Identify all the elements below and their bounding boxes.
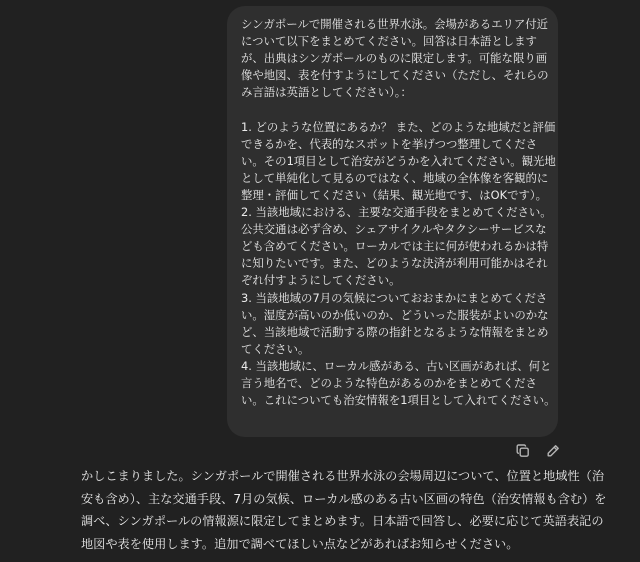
assistant-message-line: かしこまりました。シンガポールで開催される世界水泳の会場周辺について、位置と地域性（治: [81, 469, 605, 483]
user-message-line: 言う地名で、どのような特色があるのかをまとめてくださ: [241, 375, 537, 390]
user-message-line: ど、当該地域で活動する際の指針となるような情報をまとめ: [241, 324, 549, 339]
user-message-line: について以下をまとめてください。回答は日本語とします: [241, 34, 537, 49]
user-message-line: い。湿度が高いのか低いのか、どういった服装がよいのかな: [241, 307, 549, 322]
assistant-message-line: 地図や表を使用します。追加で調べてほしい点などがあればお知らせください。: [81, 536, 519, 551]
user-message-line: できるかを、代表的なスポットを挙げつつ整理してくださ: [241, 136, 538, 151]
assistant-message: [81, 465, 607, 555]
assistant-message-line: 安も含め）、主な交通手段、7月の気候、ローカル感のある古い区画の特色（治安情報も含む）を: [81, 491, 607, 506]
user-message-line: ども含めてください。ローカルでは主に何が使われるかは特: [241, 239, 549, 254]
message-actions: [515, 443, 561, 459]
user-message-line: い。これについても治安情報を1項目として入れてください。: [241, 393, 556, 408]
user-message-line: 2. 当該地域における、主要な交通手段をまとめてください。: [241, 205, 552, 220]
user-message-line: み言語は英語としてください）。：: [241, 85, 412, 100]
user-message-line: 3. 当該地域の7月の気候についておおまかにまとめてくださ: [241, 290, 548, 305]
user-message-line: 4. 当該地域に、ローカル感がある、古い区画があれば、何と: [241, 358, 552, 373]
user-message-line: い。その1項目として治安がどうかを入れてください。観光地: [241, 153, 556, 168]
user-message-bubble: [227, 6, 558, 437]
user-message-line: 公共交通は必ず含め、シェアサイクルやタクシーサービスな: [241, 222, 547, 237]
user-message-line: シンガポールで開催される世界水泳。会場があるエリア付近: [241, 17, 549, 31]
user-message-line: てください。: [241, 341, 310, 356]
blank-line: [241, 101, 544, 118]
user-message-line: として単純化して見るのではなく、地域の全体像を客観的に: [241, 170, 549, 185]
user-message-line: 1. どのような位置にあるか？ また、どのような地域だと評価: [241, 119, 556, 134]
user-message-line: が、出典はシンガポールのものに限定します。可能な限り画: [241, 51, 548, 66]
copy-icon[interactable]: [515, 443, 531, 459]
pencil-icon[interactable]: [545, 443, 561, 459]
user-message-line: に知りたいです。また、どのような決済が利用可能かはそれ: [241, 256, 548, 271]
user-message-line: 整理・評価してください（結果、観光地です、はOKです）。: [241, 187, 547, 202]
assistant-message-line: 調べ、シンガポールの情報源に限定してまとめます。日本語で回答し、必要に応じて英語表記の: [81, 514, 604, 528]
user-message-line: ぞれ付すようにしてください。: [241, 273, 401, 288]
user-message-line: 像や地図、表を付すようにしてください（ただし、それらの: [241, 68, 549, 83]
